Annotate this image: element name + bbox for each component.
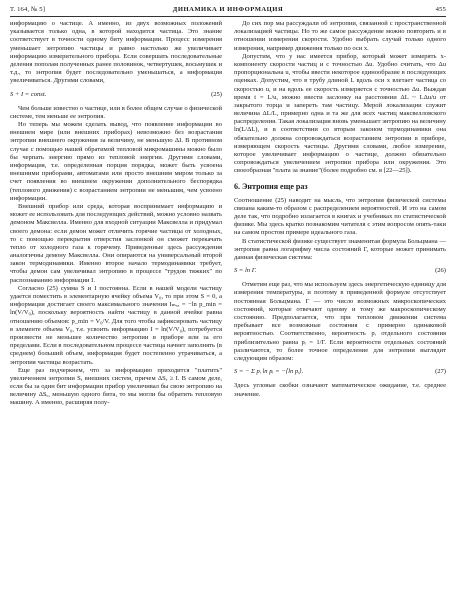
header-rule [10, 16, 446, 17]
equation-body: S = ln Γ. [234, 267, 257, 275]
equation-number: (26) [435, 267, 446, 275]
paragraph: До сих пор мы рассуждали об энтропии, связанной с пространственной локализацией частицы. Но то же самое рассуждение можно повторить и в отношении измерения скорости. Удобно выбрать случай только одного измерения, например движения только по оси x. [234, 20, 446, 52]
equation-body: S + I = const. [10, 90, 47, 98]
paragraph: Но теперь мы можем сделать вывод, что появление информации во внешнем мире (или внешних приборах) невозможно без возрастания энтропии внешнего окружения за величину, не меньшую ΔI. В противном случае с помощью нашей обратимой тепловой микромашины можно было бы черпать энергию прямо из тепловой энергии. Другими словами, информация, т.е. определенная порция порядка, может быть усвоена внешними приборами, автоматами или просто внешним миром только за счет появления во внешнем окружении дополнительного беспорядка (теплового движения) с возрастанием энтропии не меньшим, чем усвоено информации. [10, 121, 222, 202]
paragraph: Отметим еще раз, что мы используем здесь энергетическую единицу для измерения температуры, и поэтому в приведенной формуле отсутствует постоянная Больцмана. Γ — это число возможных микроскопических состояний, которые отвечают одному и тому же макроскопическому состоянию. Предполагается, что при тепловом движении система пребывает все возможные состояния с примерно одинаковой вероятностью. Соответственно, вероятность pᵢ отдельного состояния приблизительно равна pᵢ = 1/Γ. Если вероятности отдельных состояний различаются, то более точное определение для энтропии выглядит следующим образом: [234, 281, 446, 362]
equation-body: S = − Σ pᵢ ln pᵢ = −⟨ln pᵢ⟩. [234, 368, 304, 376]
equation-number: (25) [211, 90, 222, 98]
paragraph: Согласно (25) сумма S и I постоянна. Если в нашей модели частицу удается поместить в элементарную ячейку объема V₀, то при этом S = 0, а информация достигает своего максимального значения Iₘₐₓ = −ln p_min = ln(V/V₀), поскольку вероятность найти частицу в данной ячейке равна отношению объемов: p_min = V₀/V. Для того чтобы зафиксировать частицу в элементе объема V₀, т.е. усвоить информацию I = ln(V/V₀), потребуется произвести не меньшее количество энтропии в приборе или за его пределами. Если в последовательном процессе частица начнет заполнять (в среднем) больший объем, информация будет постепенно утрачиваться, а энтропия частицы возрастать. [10, 284, 222, 366]
equation-26 [234, 267, 446, 275]
left-column [10, 20, 222, 408]
page-number: 455 [435, 6, 446, 13]
equation-25 [10, 91, 222, 99]
section-title: 6. Энтропия еще раз [234, 181, 308, 191]
page-header [10, 4, 446, 15]
paragraph: информацию о частице. А именно, из двух возможных положений указывается только одна, в которой находится частица. Это знание соответствует в точности одному биту информации. Процесс измерения уменьшает энтропию частицы и равно настолько же увеличивает информацию измерительного прибора. Если совершать последовательные деления пополам полученных ранее половинок, четвертушек, восьмушек и т.д., то энтропия будет последовательно уменьшаться, а информация увеличиваться. Другими словами, [10, 20, 222, 85]
paragraph: Внешний прибор или среда, которая воспринимает информацию и может ее использовать для последующих действий, можно условно назвать демоном Максвелла. Именно для входной ситуации Максвелла и придумал своего демона: если демон может отличить горячие частицы от холодных, то с помощью перекрытия отверстия заслонкой он сможет перекачать тепло от холодного газа к горячему. Приведенные здесь рассуждения аналогичны демону Максвелла. Они опираются на универсальный второй закон термодинамики. Именно второе начало термодинамики требует, чтобы демон сам увеличивал энтропию в процессе "трудов тяжких" по распознаванию информации I. [10, 202, 222, 284]
right-column [234, 20, 446, 408]
equation-number: (27) [435, 368, 446, 376]
journal-reference: Т. 164, № 5] [10, 6, 46, 13]
paragraph: Еще раз подчеркнем, что за информацию приходится "платить" увеличением энтропии Sₑ внешних систем, причем ΔSₑ ≥ I. В самом деле, если бы за один бит информации прибор увеличивал бы свою энтропию на величину ΔSₑ, меньшую одного бита, то мы могли бы обратить тепловую машину. А именно, расширяя полу- [10, 366, 222, 407]
paragraph: Чем больше известно о частице, или в более общем случае о физической системе, тем меньше ее энтропия. [10, 104, 222, 120]
paragraph: Соотношение (25) наводит на мысль, что энтропия физической системы связана каким-то образом с распределением вероятностей. И это на самом деле так, что подробно излагается в книгах и учебниках по статистической физике. Мы здесь кратко познакомим читателя с этим вопросом опять-таки на самом простом примере идеального газа. [234, 196, 446, 237]
paragraph: Допустим, что у нас имеется прибор, который может измерять x-компоненту скорости частиц и с точностью Δu. Удобно считать, что Δu пропорциональна u, чтобы ввести некоторое единообразие в последующих оценках. Допустим, что в трубу длиной L вдоль оси x влетает частица со скоростью u, и на вдоль ее скорость измеряется с точностью Δu. Выждав время t = L/u, можно ввести заслонку на расстоянии ΔL ~ LΔu/u от закрытого торца и запереть там частицу. Мерой локализации служит величина ΔL/L, примерно одна и та же для всех частиц максвелловского распределения. Такая локализация вновь уменьшает энтропию на величину ln(L/ΔL), и в соответствии со вторым законом термодинамики она обязательно должна сопровождаться возрастанием энтропии в приборе, измеряющем скорость частицы. Другими словами, любое измерение, которое увеличивает информацию о частице, должно обязательно сопровождаться увеличением энтропии прибора или окружения. Это своеобразная "плата за знание"(более подробно см. в [22—25]). [234, 52, 446, 175]
paragraph: Здесь угловые скобки означают математическое ожидание, т.е. среднее значение. [234, 382, 446, 398]
paragraph: В статистической физике существует знаменитая формула Больцмана — энтропия равна логарифму числа состояний Γ, которые может принимать данная физическая система: [234, 237, 446, 261]
equation-27 [234, 368, 446, 376]
running-title: ДИНАМИКА И ИНФОРМАЦИЯ [172, 6, 284, 13]
article-body [10, 20, 446, 408]
